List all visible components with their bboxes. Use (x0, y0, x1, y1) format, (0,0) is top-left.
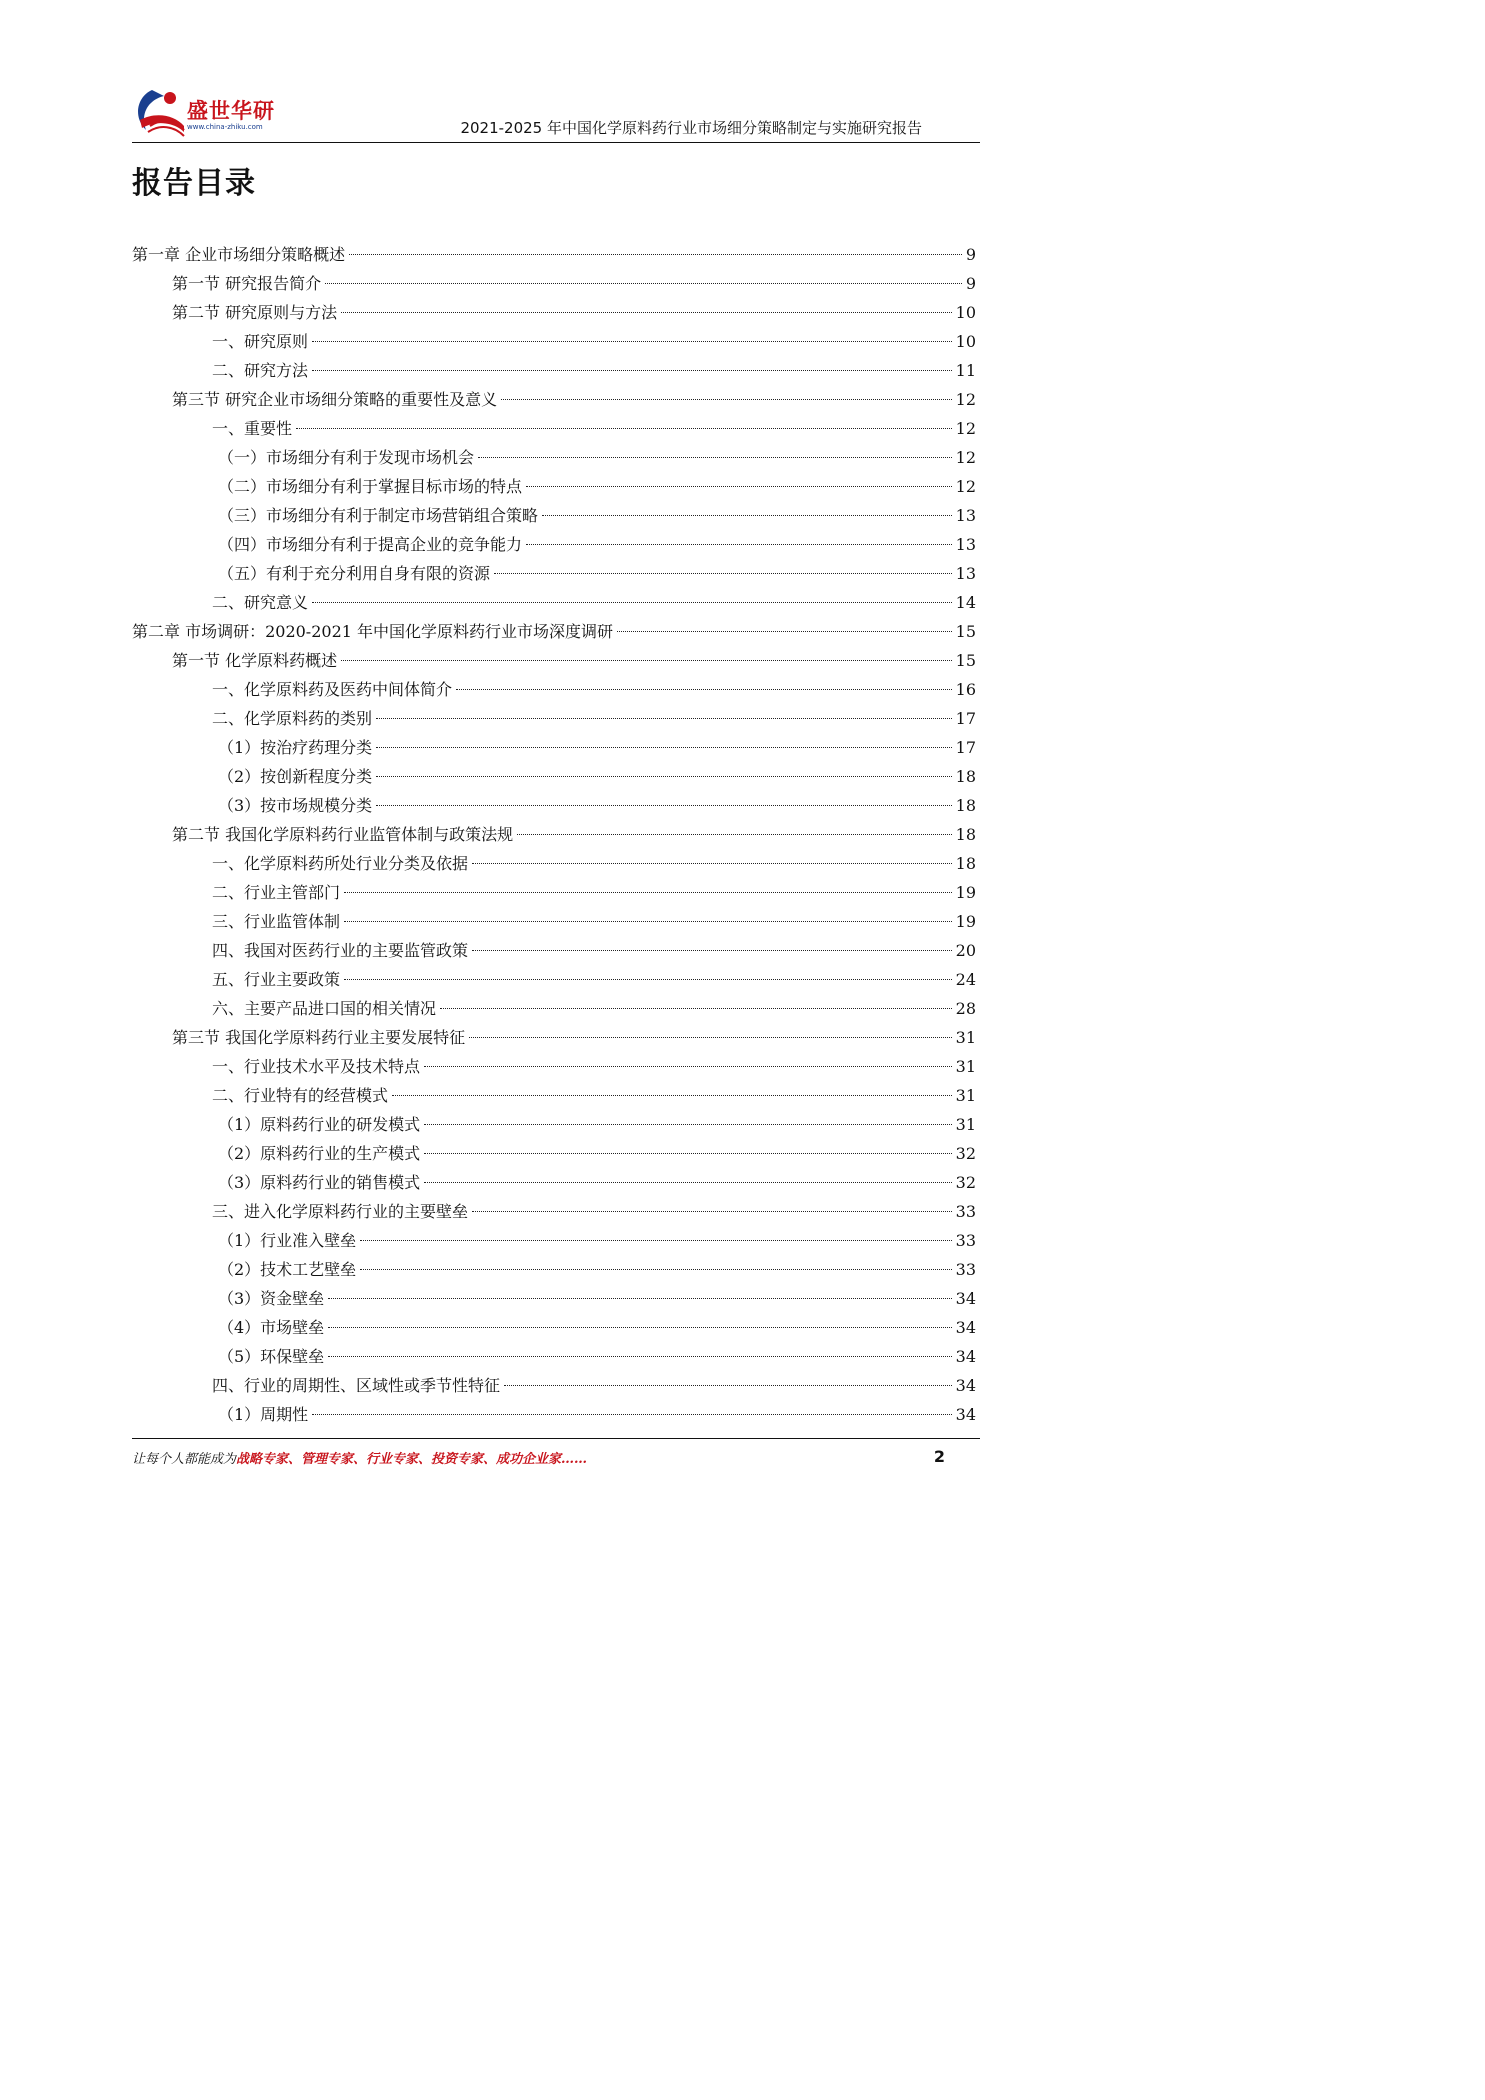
toc-entry[interactable] (132, 791, 976, 820)
toc-entry-page: 34 (955, 1289, 976, 1308)
toc-entry[interactable] (132, 588, 976, 617)
toc-dot-leader (517, 834, 952, 835)
toc-entry-page: 18 (955, 854, 976, 873)
toc-entry-title: （三）市场细分有利于制定市场营销组合策略 (218, 506, 539, 525)
toc-dot-leader (472, 1211, 952, 1212)
footer-slogan-roles: 战略专家、管理专家、行业专家、投资专家、成功企业家…… (236, 1452, 588, 1467)
toc-entry[interactable] (132, 559, 976, 588)
toc-entry[interactable] (132, 443, 976, 472)
toc-entry[interactable] (132, 530, 976, 559)
toc-entry-page: 34 (955, 1347, 976, 1366)
page-number: 2 (933, 1447, 945, 1466)
toc-dot-leader (478, 457, 952, 458)
toc-dot-leader (312, 602, 952, 603)
toc-entry-title: （1）按治疗药理分类 (218, 738, 373, 757)
toc-dot-leader (526, 486, 952, 487)
toc-entry[interactable] (132, 1110, 976, 1139)
toc-entry[interactable] (132, 994, 976, 1023)
toc-dot-leader (328, 1298, 951, 1299)
toc-entry[interactable] (132, 878, 976, 907)
toc-entry-title: 二、行业特有的经营模式 (212, 1086, 389, 1105)
toc-entry[interactable] (132, 820, 976, 849)
toc-entry[interactable] (132, 907, 976, 936)
toc-entry-page: 9 (965, 274, 976, 293)
toc-entry-page: 11 (955, 361, 976, 380)
toc-entry-page: 14 (955, 593, 976, 612)
toc-entry-page: 31 (955, 1115, 976, 1134)
toc-entry-title: 五、行业主要政策 (212, 970, 341, 989)
toc-entry-title: 一、行业技术水平及技术特点 (212, 1057, 421, 1076)
toc-entry-title: 三、行业监管体制 (212, 912, 341, 931)
toc-entry-page: 13 (955, 535, 976, 554)
toc-dot-leader (469, 1037, 952, 1038)
toc-entry-title: 第一节 化学原料药概述 (172, 651, 338, 670)
toc-dot-leader (360, 1269, 951, 1270)
toc-entry[interactable] (132, 965, 976, 994)
toc-entry-page: 33 (955, 1231, 976, 1250)
toc-entry[interactable] (132, 733, 976, 762)
toc-entry-title: （2）原料药行业的生产模式 (218, 1144, 421, 1163)
toc-entry-title: 一、化学原料药及医药中间体简介 (212, 680, 453, 699)
toc-dot-leader (494, 573, 952, 574)
toc-dot-leader (456, 689, 952, 690)
toc-dot-leader (376, 747, 951, 748)
toc-entry-title: 第三节 我国化学原料药行业主要发展特征 (172, 1028, 466, 1047)
toc-entry-page: 10 (955, 332, 976, 351)
toc-entry-page: 31 (955, 1086, 976, 1105)
toc-dot-leader (344, 921, 952, 922)
page-title: 报告目录 (132, 166, 256, 201)
toc-entry-title: 二、研究意义 (212, 593, 309, 612)
toc-entry-page: 18 (955, 767, 976, 786)
toc-dot-leader (501, 399, 952, 400)
table-of-contents (132, 240, 976, 1429)
toc-entry[interactable] (132, 1313, 976, 1342)
toc-dot-leader (312, 370, 952, 371)
toc-entry-title: 第三节 研究企业市场细分策略的重要性及意义 (172, 390, 498, 409)
toc-entry[interactable] (132, 1255, 976, 1284)
footer-slogan-prefix: 让每个人都能成为 (132, 1452, 237, 1467)
toc-entry-title: （3）资金壁垒 (218, 1289, 325, 1308)
toc-entry-title: 第二节 我国化学原料药行业监管体制与政策法规 (172, 825, 514, 844)
footer-divider (132, 1438, 980, 1439)
toc-entry-page: 16 (955, 680, 976, 699)
toc-dot-leader (504, 1385, 952, 1386)
toc-dot-leader (424, 1124, 951, 1125)
toc-entry-title: （1）原料药行业的研发模式 (218, 1115, 421, 1134)
toc-dot-leader (312, 1414, 951, 1415)
toc-entry[interactable] (132, 501, 976, 530)
toc-entry[interactable] (132, 385, 976, 414)
toc-entry-title: （5）环保壁垒 (218, 1347, 325, 1366)
toc-entry-title: 一、研究原则 (212, 332, 309, 351)
toc-entry[interactable] (132, 269, 976, 298)
toc-entry-title: 四、我国对医药行业的主要监管政策 (212, 941, 469, 960)
toc-dot-leader (296, 428, 952, 429)
toc-dot-leader (376, 805, 951, 806)
toc-entry-title: 六、主要产品进口国的相关情况 (212, 999, 437, 1018)
toc-entry-page: 31 (955, 1057, 976, 1076)
toc-entry-title: 三、进入化学原料药行业的主要壁垒 (212, 1202, 469, 1221)
toc-dot-leader (424, 1066, 952, 1067)
header-divider (132, 142, 980, 143)
toc-entry[interactable] (132, 1342, 976, 1371)
toc-entry[interactable] (132, 1139, 976, 1168)
toc-entry-title: （3）原料药行业的销售模式 (218, 1173, 421, 1192)
toc-entry[interactable] (132, 1226, 976, 1255)
toc-entry-page: 34 (955, 1376, 976, 1395)
toc-entry[interactable] (132, 849, 976, 878)
footer-slogan (132, 1448, 587, 1467)
toc-entry[interactable] (132, 1023, 976, 1052)
toc-entry-page: 33 (955, 1202, 976, 1221)
toc-entry-title: （四）市场细分有利于提高企业的竞争能力 (218, 535, 523, 554)
toc-entry[interactable] (132, 646, 976, 675)
toc-entry[interactable] (132, 1081, 976, 1110)
toc-entry-page: 18 (955, 825, 976, 844)
toc-dot-leader (424, 1182, 951, 1183)
toc-entry-title: （2）技术工艺壁垒 (218, 1260, 357, 1279)
toc-entry[interactable] (132, 356, 976, 385)
toc-entry-title: （3）按市场规模分类 (218, 796, 373, 815)
toc-dot-leader (349, 254, 962, 255)
toc-entry-title: 二、行业主管部门 (212, 883, 341, 902)
toc-entry-page: 18 (955, 796, 976, 815)
toc-entry[interactable] (132, 1400, 976, 1429)
toc-entry[interactable] (132, 617, 976, 646)
toc-entry-title: 第一节 研究报告简介 (172, 274, 322, 293)
toc-entry-page: 24 (955, 970, 976, 989)
toc-dot-leader (376, 776, 951, 777)
toc-entry-page: 31 (955, 1028, 976, 1047)
toc-dot-leader (312, 341, 952, 342)
toc-entry-title: 一、重要性 (212, 419, 293, 438)
toc-entry[interactable] (132, 240, 976, 269)
toc-entry-page: 17 (955, 738, 976, 757)
toc-entry-title: （五）有利于充分利用自身有限的资源 (218, 564, 491, 583)
toc-dot-leader (472, 950, 952, 951)
toc-dot-leader (440, 1008, 952, 1009)
toc-dot-leader (424, 1153, 951, 1154)
toc-entry-page: 32 (955, 1144, 976, 1163)
brand-url: www.china-zhiku.com (187, 123, 263, 131)
toc-dot-leader (341, 312, 952, 313)
toc-entry[interactable] (132, 675, 976, 704)
toc-dot-leader (526, 544, 952, 545)
toc-dot-leader (376, 718, 952, 719)
toc-dot-leader (344, 892, 952, 893)
toc-entry-page: 33 (955, 1260, 976, 1279)
toc-entry-title: （1）周期性 (218, 1405, 309, 1424)
toc-entry[interactable] (132, 762, 976, 791)
toc-dot-leader (617, 631, 952, 632)
toc-entry[interactable] (132, 1197, 976, 1226)
toc-entry[interactable] (132, 1052, 976, 1081)
toc-entry-title: （二）市场细分有利于掌握目标市场的特点 (218, 477, 523, 496)
toc-entry-page: 34 (955, 1318, 976, 1337)
report-title: 2021-2025 年中国化学原料药行业市场细分策略制定与实施研究报告 (460, 119, 922, 137)
toc-entry-page: 17 (955, 709, 976, 728)
toc-entry-title: （4）市场壁垒 (218, 1318, 325, 1337)
toc-entry-page: 12 (955, 390, 976, 409)
toc-entry-page: 15 (955, 622, 976, 641)
toc-dot-leader (472, 863, 952, 864)
brand-name: 盛世华研 (187, 99, 275, 123)
toc-entry-page: 12 (955, 448, 976, 467)
toc-entry-title: 第一章 企业市场细分策略概述 (132, 245, 346, 264)
toc-entry-title: 二、研究方法 (212, 361, 309, 380)
toc-entry-page: 13 (955, 564, 976, 583)
toc-entry[interactable] (132, 472, 976, 501)
toc-entry-page: 20 (955, 941, 976, 960)
toc-dot-leader (360, 1240, 951, 1241)
toc-entry-page: 19 (955, 883, 976, 902)
toc-dot-leader (344, 979, 952, 980)
toc-entry-page: 28 (955, 999, 976, 1018)
toc-entry-title: （一）市场细分有利于发现市场机会 (218, 448, 475, 467)
toc-entry-page: 12 (955, 419, 976, 438)
toc-entry[interactable] (132, 1284, 976, 1313)
toc-entry-page: 13 (955, 506, 976, 525)
toc-entry-page: 10 (955, 303, 976, 322)
toc-entry-page: 19 (955, 912, 976, 931)
toc-entry-title: 一、化学原料药所处行业分类及依据 (212, 854, 469, 873)
toc-entry-page: 32 (955, 1173, 976, 1192)
toc-entry-page: 12 (955, 477, 976, 496)
toc-entry-title: 四、行业的周期性、区域性或季节性特征 (212, 1376, 501, 1395)
toc-entry[interactable] (132, 414, 976, 443)
toc-entry[interactable] (132, 298, 976, 327)
toc-entry-title: 第二章 市场调研：2020-2021 年中国化学原料药行业市场深度调研 (132, 622, 614, 641)
toc-dot-leader (328, 1327, 951, 1328)
toc-entry[interactable] (132, 1168, 976, 1197)
toc-entry-title: 二、化学原料药的类别 (212, 709, 373, 728)
toc-entry[interactable] (132, 327, 976, 356)
toc-entry[interactable] (132, 1371, 976, 1400)
toc-dot-leader (542, 515, 952, 516)
toc-entry[interactable] (132, 936, 976, 965)
toc-entry-page: 9 (965, 245, 976, 264)
toc-dot-leader (392, 1095, 952, 1096)
toc-entry-title: （1）行业准入壁垒 (218, 1231, 357, 1250)
toc-entry-title: （2）按创新程度分类 (218, 767, 373, 786)
toc-entry-title: 第二节 研究原则与方法 (172, 303, 338, 322)
toc-entry-page: 15 (955, 651, 976, 670)
toc-dot-leader (328, 1356, 951, 1357)
toc-entry-page: 34 (955, 1405, 976, 1424)
toc-dot-leader (341, 660, 952, 661)
toc-dot-leader (325, 283, 962, 284)
toc-entry[interactable] (132, 704, 976, 733)
